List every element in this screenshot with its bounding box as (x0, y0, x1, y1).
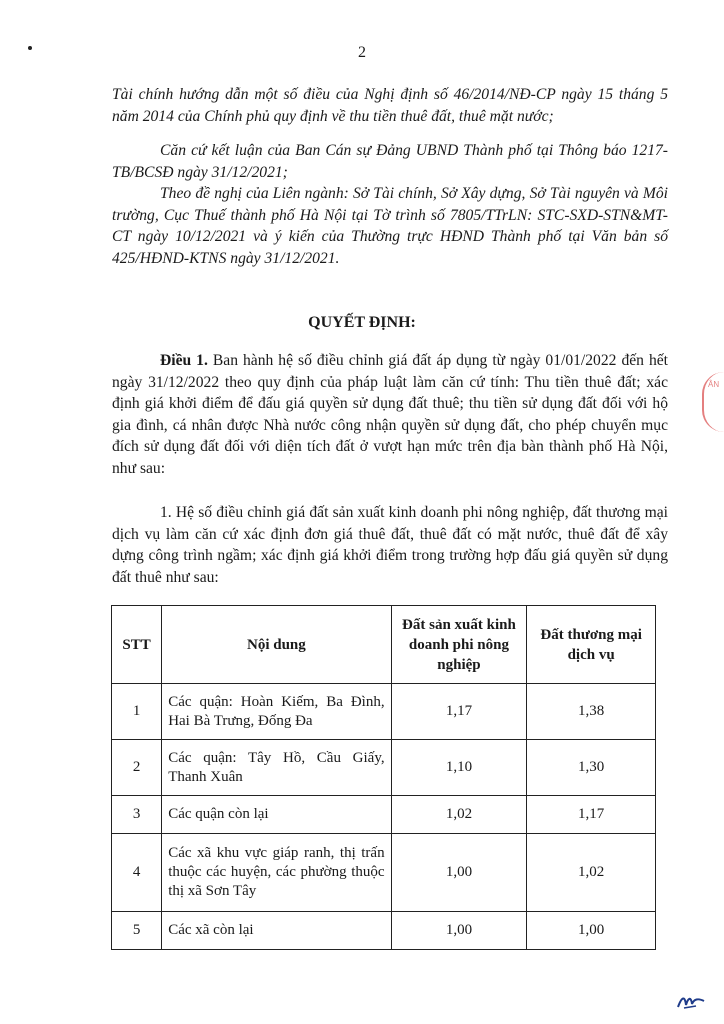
row-value-b: 1,17 (527, 796, 656, 834)
paragraph-proposal: Theo đề nghị của Liên ngành: Sở Tài chính, Sở Xây dựng, Sở Tài nguyên và Môi trường, Cục Thuế thành phố Hà Nội tại Tờ trình số 7805/TTrLN: STC-SXD-STN&MT-CT ngày 10/12/2021 và ý kiến của Thường trực HĐND Thành phố tại Văn bản số 425/HĐND-KTNS ngày 31/12/2021. (112, 185, 668, 267)
row-stt: 2 (112, 740, 162, 796)
paragraph-circular-reference: Tài chính hướng dẫn một số điều của Nghị định số 46/2014/NĐ-CP ngày 15 tháng 5 năm 2014 của Chính phủ quy định về thu tiền thuê đất, thuê mặt nước; (112, 86, 668, 125)
row-stt: 3 (112, 796, 162, 834)
row-value-a: 1,00 (391, 834, 527, 912)
table-row (112, 912, 656, 950)
article-1 (112, 350, 668, 479)
row-content: Các quận: Tây Hồ, Cầu Giấy, Thanh Xuân (162, 740, 391, 796)
header-content: Nội dung (162, 606, 391, 684)
row-content: Các xã còn lại (162, 912, 391, 950)
table-row (112, 684, 656, 740)
table-row (112, 834, 656, 912)
row-content: Các quận: Hoàn Kiếm, Ba Đình, Hai Bà Trưng, Đống Đa (162, 684, 391, 740)
initials-signature-mark (676, 992, 706, 1010)
row-value-b: 1,00 (527, 912, 656, 950)
row-value-b: 1,30 (527, 740, 656, 796)
header-non-agri-business-land: Đất sản xuất kinh doanh phi nông nghiệp (391, 606, 527, 684)
article-1-text: Ban hành hệ số điều chỉnh giá đất áp dụng từ ngày 01/01/2022 đến hết ngày 31/12/2022 theo quy định của pháp luật làm căn cứ tính: Thu tiền thuê đất; xác định giá khởi điểm để đấu giá quyền sử dụng đất thuê; thu tiền sử dụng đất đối với hộ gia đình, cá nhân được Nhà nước công nhận quyền sử dụng đất, cho phép chuyển mục đích sử dụng đất đối với diện tích đất ở vượt hạn mức trên địa bàn thành phố Hà Nội, như sau: (112, 352, 669, 477)
row-content: Các xã khu vực giáp ranh, thị trấn thuộc các huyện, các phường thuộc thị xã Sơn Tây (162, 834, 391, 912)
table-row (112, 740, 656, 796)
table-header-row (112, 606, 656, 684)
header-commercial-service-land: Đất thương mại dịch vụ (527, 606, 656, 684)
row-value-a: 1,17 (391, 684, 527, 740)
row-value-a: 1,10 (391, 740, 527, 796)
clause-1: 1. Hệ số điều chỉnh giá đất sản xuất kinh doanh phi nông nghiệp, đất thương mại dịch vụ làm căn cứ xác định đơn giá thuê đất, thuê đất có mặt nước, thuê đất để xây dựng công trình ngầm; xác định giá khởi điểm trong trường hợp đấu giá quyền sử dụng đất thuê như sau: (112, 504, 668, 586)
decision-heading: QUYẾT ĐỊNH: (308, 314, 416, 331)
red-seal-fragment (702, 372, 724, 432)
row-value-b: 1,02 (527, 834, 656, 912)
seal-text: ÂN (708, 380, 720, 389)
page-number: 2 (358, 44, 366, 61)
article-1-label: Điều 1. (160, 352, 208, 369)
paragraph-party-conclusion: Căn cứ kết luận của Ban Cán sự Đảng UBND Thành phố tại Thông báo 1217-TB/BCSĐ ngày 31/12/2021; (112, 142, 668, 181)
row-stt: 5 (112, 912, 162, 950)
header-stt: STT (112, 606, 162, 684)
row-value-a: 1,02 (391, 796, 527, 834)
row-stt: 1 (112, 684, 162, 740)
row-content: Các quận còn lại (162, 796, 391, 834)
table-row (112, 796, 656, 834)
row-value-b: 1,38 (527, 684, 656, 740)
row-stt: 4 (112, 834, 162, 912)
row-value-a: 1,00 (391, 912, 527, 950)
land-price-coefficient-table (111, 605, 656, 950)
